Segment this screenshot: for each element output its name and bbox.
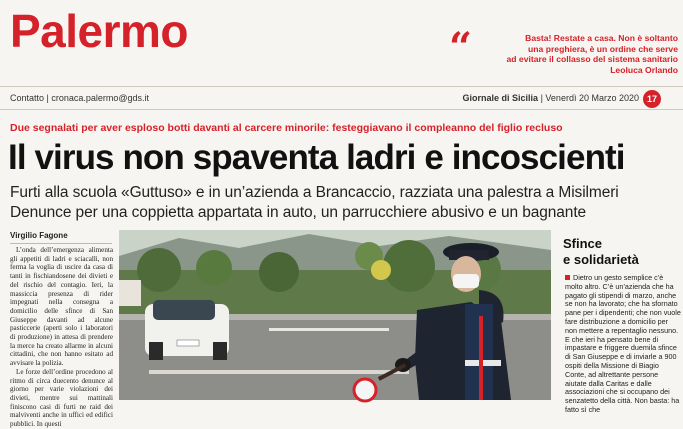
contact-bar xyxy=(0,86,683,110)
sidebar-title xyxy=(563,236,639,268)
editorial-quote xyxy=(478,33,678,75)
contact-email[interactable]: Contatto | cronaca.palermo@gds.it xyxy=(10,93,150,103)
news-photo xyxy=(119,230,551,400)
sidebar-title-line: Sfince xyxy=(563,236,603,251)
paper-date: Venerdì 20 Marzo 2020 xyxy=(545,93,639,103)
byline-divider xyxy=(10,243,112,244)
red-square-icon xyxy=(565,275,570,280)
paper-separator: | xyxy=(540,93,546,103)
sidebar-body xyxy=(565,273,681,414)
car xyxy=(145,300,229,360)
subheadline: Denunce per una coppietta appartata in auto, un parrucchiere abusivo e un bagnante xyxy=(10,204,587,221)
paper-name: Giornale di Sicilia xyxy=(462,93,539,103)
article-paragraph: Le forze dell’ordine procedono al ritmo di circa duecento denunce al giorno per varie violazioni dei divieti, mentre sui mattinali finiscono casi di furti ne raid dei malviventi anche in uffici ed edifici pubblici. In questi xyxy=(10,367,113,429)
article-body xyxy=(10,246,113,429)
subheadline: Furti alla scuola «Guttuso» e in un’azienda a Brancaccio, razziata una palestra a Misilmeri xyxy=(10,184,619,201)
byline: Virgilio Fagone xyxy=(10,231,68,240)
article-paragraph: L’onda dell’emergenza alimenta gli appetiti di ladri e sciacalli, non ferma la voglia di uscire da casa di tanti in fischiandosene dei divieti e del rischio del contagio. Ieri, la massiccia presenza di rider impegnati nella consegna a domicilio delle sfince di San Giuseppe davanti ad alcune pasticcerie (aperti solo i laboratori di produzione) in attesa di prendere la merce ha creato allarme in alcuni cittadini, che non hanno esitato ad avvisare la polizia. xyxy=(10,246,113,368)
paper-info xyxy=(463,93,639,103)
headline: Il virus non spaventa ladri e incoscienti xyxy=(8,138,625,177)
sidebar-title-line: e solidarietà xyxy=(563,252,639,267)
quote-mark-icon: “ xyxy=(449,24,473,71)
quote-line: una preghiera, è un ordine che serve xyxy=(528,43,678,54)
sidebar-text: Dietro un gesto semplice c’è molto altro. C’è un’azienda che ha pagato gli stipendi di marzo, anche se non ha lavorato; che ha sfornato pane per i dipendenti; che non vuole fare distribuzione a domicilio per non mettere a repentaglio nessuno. E che ieri ha pensato bene di impastare e friggere duemila sfince di San Giuseppe e di inviarle a 900 ospiti della Missione di Biagio Conte, ad altrettante persone aiutate dalla Caritas e dalle associazioni che si occupano dei senzatetto della città. Non basta: ha fatto sì che xyxy=(565,273,681,414)
quote-line: ad evitare il collasso del sistema sanitario xyxy=(506,54,678,64)
masthead: Palermo xyxy=(10,5,189,57)
kicker: Due segnalati per aver esploso botti davanti al carcere minorile: festeggiavano il compleanno del figlio recluso xyxy=(10,122,563,134)
quote-author: Leoluca Orlando xyxy=(610,64,678,75)
quote-line: Basta! Restate a casa. Non è soltanto xyxy=(525,33,678,43)
page-number-badge: 17 xyxy=(643,90,661,108)
